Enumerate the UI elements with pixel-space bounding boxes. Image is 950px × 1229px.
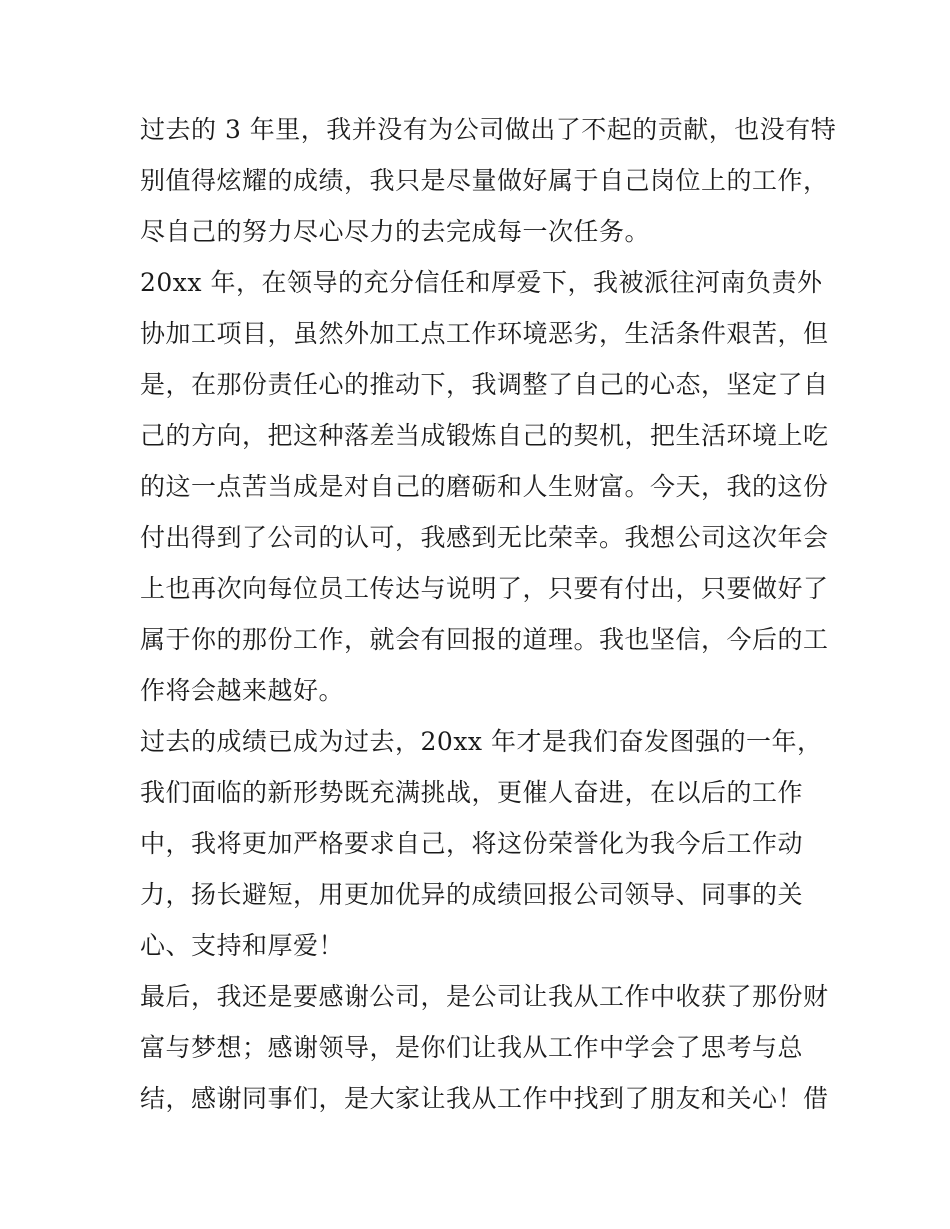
paragraph-2 <box>140 257 829 716</box>
text-line: 20xx 年，在领导的充分信任和厚爱下，我被派往河南负责外 <box>140 268 823 297</box>
text-line: 结，感谢同事们，是大家让我从工作中找到了朋友和关心！借 <box>140 1084 829 1113</box>
document-body <box>140 104 837 1124</box>
text-line: 力，扬长避短，用更加优异的成绩回报公司领导、同事的关 <box>140 880 804 909</box>
text-line: 协加工项目，虽然外加工点工作环境恶劣，生活条件艰苦，但 <box>140 319 829 348</box>
text-line: 最后，我还是要感谢公司，是公司让我从工作中收获了那份财 <box>140 982 829 1011</box>
text-line: 过去的成绩已成为过去，20xx 年才是我们奋发图强的一年， <box>140 727 823 756</box>
text-line: 己的方向，把这种落差当成锻炼自己的契机，把生活环境上吃 <box>140 421 829 450</box>
paragraph-3 <box>140 716 823 971</box>
text-line: 心、支持和厚爱！ <box>140 931 345 960</box>
text-line: 富与梦想；感谢领导，是你们让我从工作中学会了思考与总 <box>140 1033 804 1062</box>
text-line: 付出得到了公司的认可，我感到无比荣幸。我想公司这次年会 <box>140 523 829 552</box>
text-line: 尽自己的努力尽心尽力的去完成每一次任务。 <box>140 217 651 246</box>
text-line: 中，我将更加严格要求自己，将这份荣誉化为我今后工作动 <box>140 829 804 858</box>
text-line: 作将会越来越好。 <box>140 676 345 705</box>
text-line: 别值得炫耀的成绩，我只是尽量做好属于自己岗位上的工作， <box>140 166 829 195</box>
paragraph-4 <box>140 971 829 1124</box>
text-line: 我们面临的新形势既充满挑战，更催人奋进，在以后的工作 <box>140 778 804 807</box>
text-line: 的这一点苦当成是对自己的磨砺和人生财富。今天，我的这份 <box>140 472 829 501</box>
text-line: 是，在那份责任心的推动下，我调整了自己的心态，坚定了自 <box>140 370 829 399</box>
text-line: 上也再次向每位员工传达与说明了，只要有付出，只要做好了 <box>140 574 829 603</box>
paragraph-1 <box>140 104 837 257</box>
text-line: 属于你的那份工作，就会有回报的道理。我也坚信，今后的工 <box>140 625 829 654</box>
text-line: 过去的 3 年里，我并没有为公司做出了不起的贡献，也没有特 <box>140 115 837 144</box>
